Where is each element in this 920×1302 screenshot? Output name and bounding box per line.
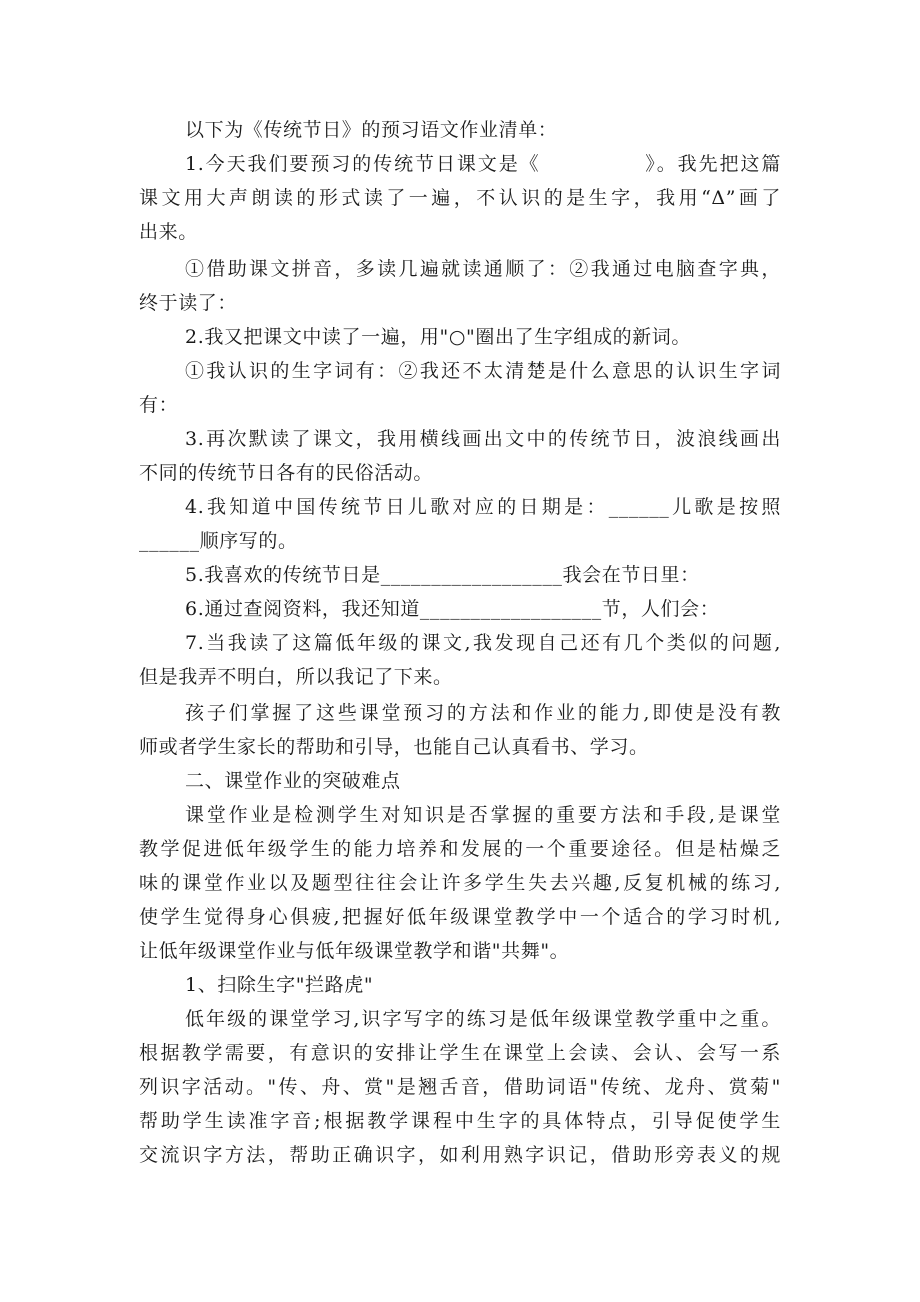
paragraph-3-line-5: 交流识字方法，帮助正确识字，如利用熟字识记，借助形旁表义的规 [139, 1144, 781, 1166]
item-7-line-1: 7.当我读了这篇低年级的课文,我发现自己还有几个类似的问题, [185, 632, 781, 654]
item-4-line-2: ______顺序写的。 [139, 530, 298, 552]
item-2-sub-line-1: ①我认识的生字词有：②我还不太清楚是什么意思的认识生字词 [185, 360, 781, 382]
intro-line: 以下为《传统节日》的预习语文作业清单： [185, 119, 558, 141]
item-1-sub-line-1: ①借助课文拼音，多读几遍就读通顺了：②我通过电脑查字典， [185, 258, 781, 280]
item-3-line-1: 3.再次默读了课文，我用横线画出文中的传统节日，波浪线画出 [185, 428, 781, 450]
paragraph-2-line-3: 味的课堂作业以及题型往往会让许多学生失去兴趣,反复机械的练习, [139, 872, 781, 894]
item-5-line: 5.我喜欢的传统节日是__________________我会在节日里： [185, 564, 700, 586]
item-4-line-1: 4.我知道中国传统节日儿歌对应的日期是：______儿歌是按照 [185, 496, 781, 518]
paragraph-2-line-4: 使学生觉得身心俱疲,把握好低年级课堂教学中一个适合的学习时机, [139, 906, 781, 928]
item-7-line-2: 但是我弄不明白，所以我记了下来。 [139, 666, 453, 688]
section-heading: 二、课堂作业的突破难点 [185, 770, 401, 792]
item-1-line-3: 出来。 [139, 221, 198, 243]
paragraph-3-line-1: 低年级的课堂学习,识字写字的练习是低年级课堂教学重中之重。 [185, 1008, 781, 1030]
paragraph-3-line-4: 帮助学生读准字音;根据教学课程中生字的具体特点，引导促使学生 [139, 1110, 781, 1132]
paragraph-2-line-2: 教学促进低年级学生的能力培养和发展的一个重要途径。但是枯燥乏 [139, 838, 781, 860]
summary-line-2: 师或者学生家长的帮助和引导，也能自己认真看书、学习。 [139, 736, 649, 758]
item-2-sub-line-2: 有： [139, 394, 179, 416]
paragraph-3-line-3: 列识字活动。"传、舟、赏"是翘舌音，借助词语"传统、龙舟、赏菊" [139, 1076, 781, 1098]
item-1-sub-line-2: 终于读了： [139, 292, 238, 314]
item-1-line-2: 课文用大声朗读的形式读了一遍，不认识的是生字，我用“Δ”画了 [139, 187, 781, 209]
item-1-line-1: 1.今天我们要预习的传统节日课文是《 》。我先把这篇 [185, 153, 781, 175]
item-3-line-2: 不同的传统节日各有的民俗活动。 [139, 462, 434, 484]
paragraph-2-line-5: 让低年级课堂作业与低年级课堂教学和谐"共舞"。 [139, 940, 570, 962]
summary-line-1: 孩子们掌握了这些课堂预习的方法和作业的能力,即使是没有教 [185, 702, 781, 724]
subsection-heading: 1、扫除生字"拦路虎" [185, 974, 374, 996]
paragraph-3-line-2: 根据教学需要，有意识的安排让学生在课堂上会读、会认、会写一系 [139, 1042, 781, 1064]
item-2-line-1: 2.我又把课文中读了一遍，用"○"圈出了生字组成的新词。 [185, 326, 691, 348]
item-6-line: 6.通过查阅资料，我还知道__________________节，人们会： [185, 598, 720, 620]
paragraph-2-line-1: 课堂作业是检测学生对知识是否掌握的重要方法和手段,是课堂 [185, 804, 781, 826]
